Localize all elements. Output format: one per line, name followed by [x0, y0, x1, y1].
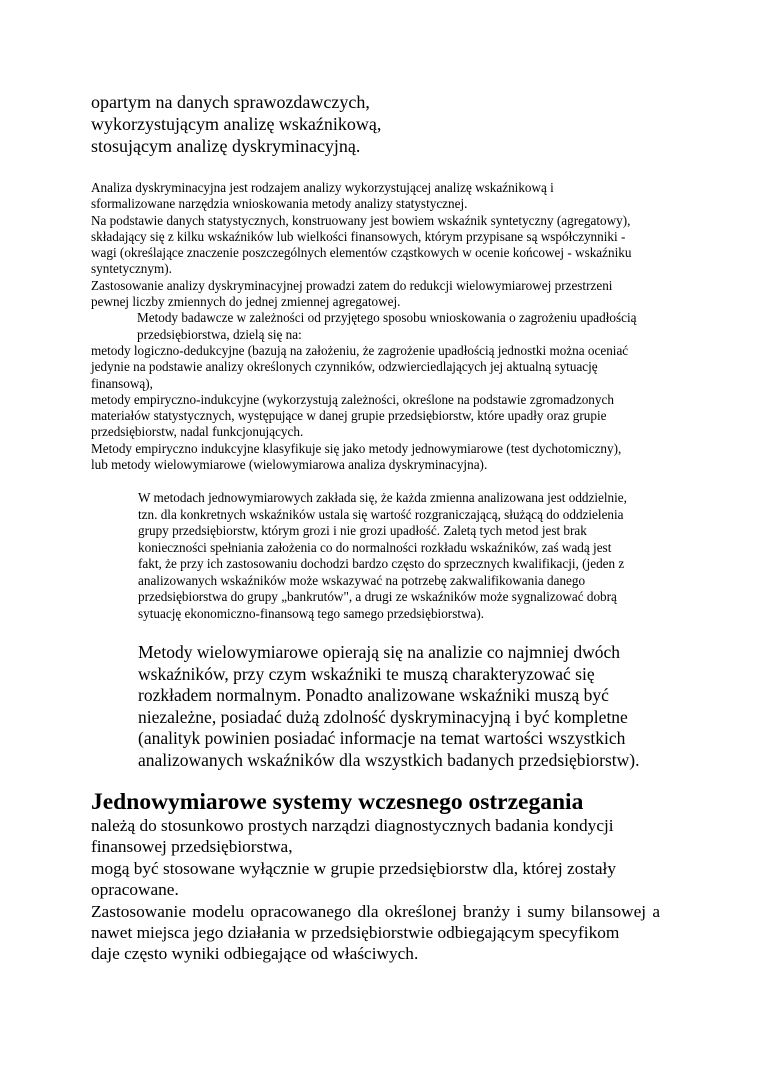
text-line: przedsiębiorstwa, dzielą się na: — [137, 326, 302, 342]
text-line: niezależne, posiadać dużą zdolność dyskryminacyjną i być kompletne — [138, 706, 628, 727]
intro-list — [91, 91, 381, 157]
text-line: metody logiczno-dedukcyjne (bazują na założeniu, że zagrożenie upadłością jednostki można oceniać — [91, 342, 629, 358]
text-line: Na podstawie danych statystycznych, konstruowany jest bowiem wskaźnik syntetyczny (agregatowy), — [91, 212, 631, 228]
text-line: Analiza dyskryminacyjna jest rodzajem analizy wykorzystującej analizę wskaźnikową i — [91, 180, 554, 195]
text-line: Metody empiryczno indukcyjne klasyfikuje się jako metody jednowymiarowe (test dychotomiczny), — [91, 440, 622, 456]
early-warning-paragraph — [91, 815, 660, 965]
text-line: opracowane. — [91, 880, 179, 900]
text-line: finansową), — [91, 375, 153, 391]
text-line: metody empiryczno-indukcyjne (wykorzystują zależności, określone na podstawie zgromadzonych — [91, 391, 614, 407]
text-line: Metody wielowymiarowe opierają się na analizie co najmniej dwóch — [138, 642, 621, 662]
text-line: fakt, że przy ich zastosowaniu dochodzi bardzo często do sprzecznych kwalifikacji, (jeden z — [138, 556, 625, 571]
text-line: lub metody wielowymiarowe (wielowymiarowa analiza dyskryminacyjna). — [91, 457, 488, 473]
text-line: syntetycznym). — [91, 261, 172, 277]
text-line: W metodach jednowymiarowych zakłada się, że każda zmienna analizowana jest oddzielnie, — [138, 490, 627, 505]
text-line: pewnej liczby zmiennych do jednej zmiennej agregatowej. — [91, 294, 401, 310]
text-line: wykorzystującym analizę wskaźnikową, — [91, 114, 382, 134]
text-line: analizowanych wskaźników dla wszystkich badanych przedsiębiorstw). — [138, 749, 640, 770]
text-line: nawet miejsca jego działania w przedsiębiorstwie odbiegającym specyfikom — [91, 923, 620, 943]
text-line: przedsiębiorstw, nadal funkcjonujących. — [91, 424, 304, 440]
text-line: wagi (określające znaczenie poszczególnych elementów cząstkowych w ocenie końcowej - wskaźniku — [91, 245, 632, 261]
text-line: sformalizowane narzędzia wnioskowania metody analizy statystycznej. — [91, 196, 468, 212]
text-line: Zastosowanie modelu opracowanego dla określonej branży i sumy bilansowej a — [91, 901, 660, 921]
text-line: sytuację ekonomiczno-finansową tego samego przedsiębiorstwa). — [138, 605, 485, 621]
text-line: jedynie na podstawie analizy określonych czynników, odzwierciedlających jej aktualną sytuację — [91, 359, 598, 375]
section-heading: Jednowymiarowe systemy wczesnego ostrzegania — [91, 789, 584, 815]
text-line: (analityk powinien posiadać informacje na temat wartości wszystkich — [138, 728, 626, 748]
text-line: finansowej przedsiębiorstwa, — [91, 837, 293, 857]
discriminant-analysis-paragraph — [91, 180, 637, 473]
text-line: stosującym analizę dyskryminacyjną. — [91, 136, 361, 156]
text-line: Metody badawcze w zależności od przyjętego sposobu wnioskowania o zagrożeniu upadłością — [137, 310, 637, 326]
text-line: składający się z kilku wskaźników lub wielkości finansowych, którym przypisane są współczynniki - — [91, 228, 626, 244]
multivariate-methods-paragraph — [138, 642, 640, 771]
text-line: wskaźników, przy czym wskaźniki te muszą charakteryzować się — [138, 663, 595, 684]
text-line: tzn. dla konkretnych wskaźników ustala się wartość rozgraniczającą, służącą do oddzielenia — [138, 506, 624, 522]
text-line: materiałów statystycznych, występujące w danej grupie przedsiębiorstw, które upadły oraz grupie — [91, 408, 607, 424]
text-line: grupy przedsiębiorstw, którym grozi i nie grozi upadłość. Zaletą tych metod jest brak — [138, 523, 587, 538]
text-line: daje często wyniki odbiegające od właściwych. — [91, 944, 419, 964]
text-line: należą do stosunkowo prostych narządzi diagnostycznych badania kondycji — [91, 816, 614, 835]
text-line: przedsiębiorstwa do grupy „bankrutów", a drugi ze wskaźników może sygnalizować dobrą — [138, 589, 617, 604]
text-line: opartym na danych sprawozdawczych, — [91, 92, 370, 112]
text-line: analizowanych wskaźników może wskazywać na potrzebę zakwalifikowania danego — [138, 572, 586, 588]
text-line: Zastosowanie analizy dyskryminacyjnej prowadzi zatem do redukcji wielowymiarowej przestrzeni — [91, 277, 613, 293]
univariate-methods-paragraph — [138, 490, 627, 622]
text-line: mogą być stosowane wyłącznie w grupie przedsiębiorstw dla, której zostały — [91, 858, 617, 878]
text-line: rozkładem normalnym. Ponadto analizowane wskaźniki muszą być — [138, 685, 609, 705]
text-line: konieczności spełniania założenia co do normalności rozkładu wskaźników, zaś wadą jest — [138, 539, 612, 555]
